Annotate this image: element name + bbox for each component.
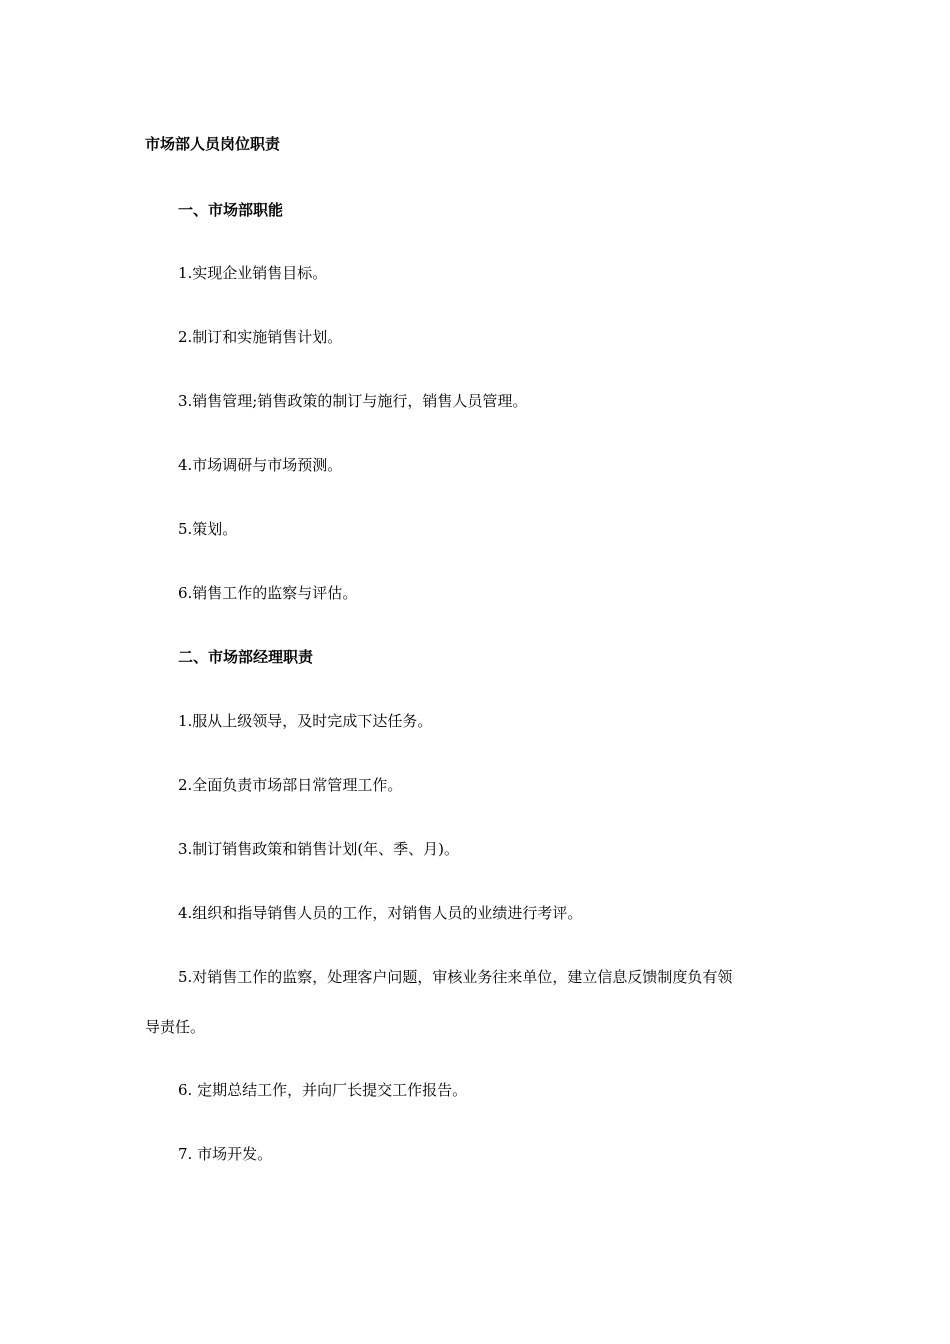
list-item: 6.销售工作的监察与评估。 [178, 584, 358, 602]
list-item: 4.市场调研与市场预测。 [178, 456, 343, 474]
list-item: 2.制订和实施销售计划。 [178, 328, 343, 346]
list-item: 7. 市场开发。 [178, 1145, 273, 1163]
document-title: 市场部人员岗位职责 [145, 135, 281, 153]
list-item: 5.策划。 [178, 520, 238, 538]
section-heading-functions: 一、市场部职能 [178, 201, 284, 219]
list-item: 1.实现企业销售目标。 [178, 264, 328, 282]
list-item-continuation: 导责任。 [145, 1018, 206, 1036]
list-item: 3.销售管理;销售政策的制订与施行，销售人员管理。 [178, 392, 528, 410]
list-item: 2.全面负责市场部日常管理工作。 [178, 776, 403, 794]
section-heading-manager-duties: 二、市场部经理职责 [178, 648, 314, 666]
list-item: 6. 定期总结工作，并向厂长提交工作报告。 [178, 1081, 468, 1099]
list-item: 4.组织和指导销售人员的工作，对销售人员的业绩进行考评。 [178, 904, 583, 922]
list-item: 5.对销售工作的监察，处理客户问题，审核业务往来单位，建立信息反馈制度负有领 [178, 968, 733, 986]
list-item: 1.服从上级领导，及时完成下达任务。 [178, 712, 433, 730]
list-item: 3.制订销售政策和销售计划(年、季、月)。 [178, 840, 460, 858]
